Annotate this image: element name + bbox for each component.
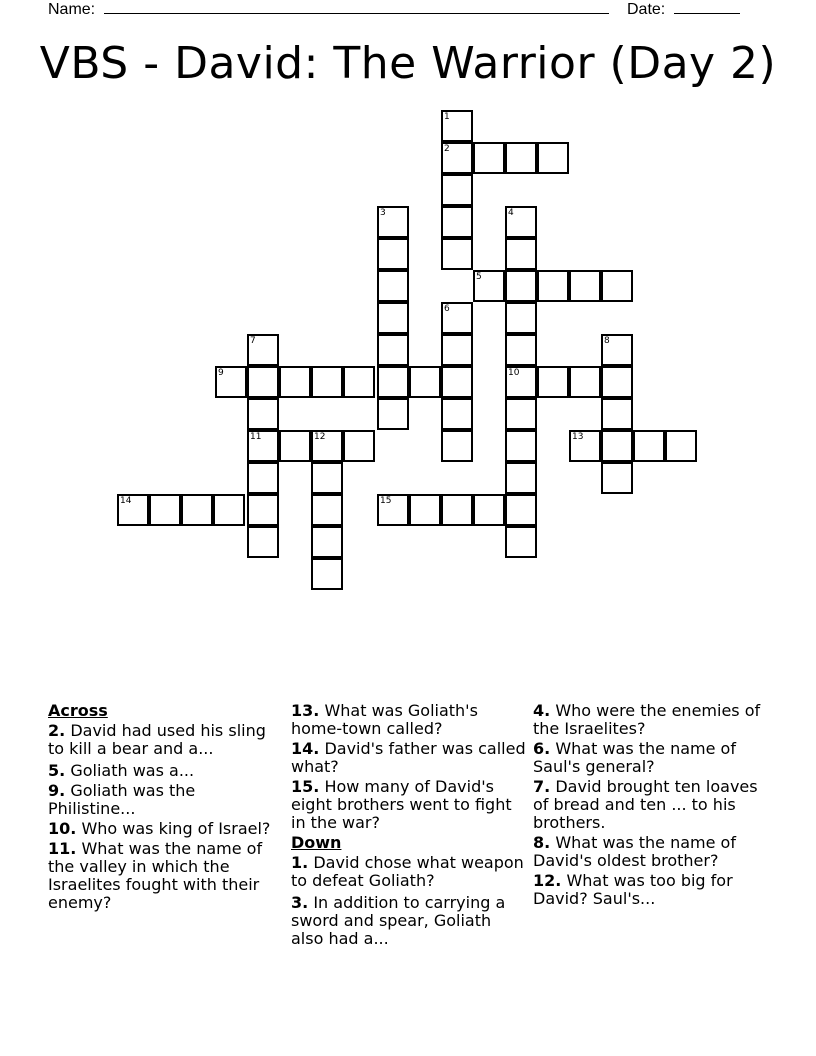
cell-number: 8 — [604, 336, 610, 346]
grid-cell[interactable] — [311, 430, 343, 462]
grid-cell[interactable] — [441, 334, 473, 366]
cell-number: 14 — [120, 496, 132, 506]
grid-cell[interactable] — [441, 398, 473, 430]
grid-cell[interactable] — [505, 430, 537, 462]
grid-cell[interactable] — [377, 270, 409, 302]
cell-number: 12 — [314, 432, 326, 442]
grid-cell[interactable] — [149, 494, 181, 526]
clue-down-3: 3. In addition to carrying a sword and spear, Goliath also had a... — [291, 893, 506, 948]
grid-cell[interactable] — [537, 142, 569, 174]
grid-cell[interactable] — [473, 270, 505, 302]
grid-cell[interactable] — [505, 334, 537, 366]
name-label: Name: — [48, 1, 96, 18]
clue-across-13: 13. What was Goliath's home-town called? — [291, 701, 478, 738]
grid-cell[interactable] — [505, 398, 537, 430]
grid-cell[interactable] — [633, 430, 665, 462]
grid-cell[interactable] — [311, 558, 343, 590]
grid-cell[interactable] — [441, 142, 473, 174]
grid-cell[interactable] — [377, 334, 409, 366]
grid-cell[interactable] — [505, 366, 537, 398]
grid-cell[interactable] — [505, 526, 537, 558]
name-field — [48, 0, 609, 19]
grid-cell[interactable] — [377, 366, 409, 398]
grid-cell[interactable] — [441, 238, 473, 270]
grid-cell[interactable] — [279, 430, 311, 462]
grid-cell[interactable] — [343, 430, 375, 462]
grid-cell[interactable] — [377, 206, 409, 238]
cell-number: 11 — [250, 432, 262, 442]
grid-cell[interactable] — [441, 174, 473, 206]
cell-number: 6 — [444, 304, 450, 314]
clue-across-5: 5. Goliath was a... — [48, 761, 195, 780]
cell-number: 7 — [250, 336, 256, 346]
grid-cell[interactable] — [505, 270, 537, 302]
grid-cell[interactable] — [181, 494, 213, 526]
grid-cell[interactable] — [569, 366, 601, 398]
clue-down-6: 6. What was the name of Saul's general? — [533, 739, 736, 776]
cell-number: 15 — [380, 496, 392, 506]
grid-cell[interactable] — [505, 494, 537, 526]
grid-cell[interactable] — [279, 366, 311, 398]
cell-number: 13 — [572, 432, 584, 442]
clue-down-1: 1. David chose what weapon to defeat Goliath? — [291, 853, 524, 890]
grid-cell[interactable] — [601, 462, 633, 494]
grid-cell[interactable] — [247, 366, 279, 398]
clue-across-15: 15. How many of David's eight brothers went to fight in the war? — [291, 777, 512, 832]
clues-column-2 — [291, 702, 528, 950]
grid-cell[interactable] — [311, 526, 343, 558]
grid-cell[interactable] — [441, 206, 473, 238]
grid-cell[interactable] — [441, 430, 473, 462]
grid-cell[interactable] — [377, 494, 409, 526]
cell-number: 5 — [476, 272, 482, 282]
grid-cell[interactable] — [569, 430, 601, 462]
grid-cell[interactable] — [247, 398, 279, 430]
grid-cell[interactable] — [601, 270, 633, 302]
grid-cell[interactable] — [441, 302, 473, 334]
grid-cell[interactable] — [601, 430, 633, 462]
down-heading: Down — [291, 833, 342, 852]
cell-number: 4 — [508, 208, 514, 218]
grid-cell[interactable] — [473, 494, 505, 526]
grid-cell[interactable] — [505, 238, 537, 270]
grid-cell[interactable] — [377, 398, 409, 430]
grid-cell[interactable] — [601, 334, 633, 366]
grid-cell[interactable] — [117, 494, 149, 526]
grid-cell[interactable] — [569, 270, 601, 302]
grid-cell[interactable] — [601, 366, 633, 398]
clue-down-8: 8. What was the name of David's oldest brother? — [533, 833, 736, 870]
cell-number: 3 — [380, 208, 386, 218]
grid-cell[interactable] — [505, 302, 537, 334]
cell-number: 9 — [218, 368, 224, 378]
grid-cell[interactable] — [441, 366, 473, 398]
grid-cell[interactable] — [505, 462, 537, 494]
grid-cell[interactable] — [213, 494, 245, 526]
clues-column-1 — [48, 702, 283, 914]
name-blank-line[interactable] — [104, 0, 609, 14]
grid-cell[interactable] — [247, 430, 279, 462]
grid-cell[interactable] — [537, 366, 569, 398]
clue-down-7: 7. David brought ten loaves of bread and ten ... to his brothers. — [533, 777, 758, 832]
cell-number: 2 — [444, 144, 450, 154]
grid-cell[interactable] — [473, 142, 505, 174]
date-blank-line[interactable] — [674, 0, 740, 14]
grid-cell[interactable] — [441, 110, 473, 142]
grid-cell[interactable] — [247, 494, 279, 526]
clue-across-9: 9. Goliath was the Philistine... — [48, 781, 196, 818]
grid-cell[interactable] — [441, 494, 473, 526]
grid-cell[interactable] — [377, 238, 409, 270]
grid-cell[interactable] — [505, 142, 537, 174]
grid-cell[interactable] — [215, 366, 247, 398]
grid-cell[interactable] — [247, 334, 279, 366]
clue-across-10: 10. Who was king of Israel? — [48, 819, 271, 838]
clue-down-12: 12. What was too big for David? Saul's... — [533, 871, 733, 908]
clue-across-14: 14. David's father was called what? — [291, 739, 526, 776]
grid-cell[interactable] — [247, 462, 279, 494]
date-label: Date: — [627, 1, 666, 18]
cell-number: 1 — [444, 112, 450, 122]
grid-cell[interactable] — [409, 366, 441, 398]
clue-down-4: 4. Who were the enemies of the Israelites? — [533, 701, 761, 738]
grid-cell[interactable] — [311, 366, 343, 398]
page-title: VBS - David: The Warrior (Day 2) — [39, 38, 777, 89]
grid-cell[interactable] — [505, 206, 537, 238]
clues-column-3 — [533, 702, 768, 910]
clue-across-11: 11. What was the name of the valley in which the Israelites fought with their enemy? — [48, 839, 263, 912]
clue-across-2: 2. David had used his sling to kill a bear and a... — [48, 721, 266, 758]
grid-cell[interactable] — [409, 494, 441, 526]
grid-cell[interactable] — [247, 526, 279, 558]
grid-cell[interactable] — [343, 366, 375, 398]
grid-cell[interactable] — [537, 270, 569, 302]
grid-cell[interactable] — [601, 398, 633, 430]
cell-number: 10 — [508, 368, 520, 378]
grid-cell[interactable] — [311, 494, 343, 526]
grid-cell[interactable] — [377, 302, 409, 334]
across-heading: Across — [48, 701, 108, 720]
date-field — [627, 0, 740, 19]
grid-cell[interactable] — [311, 462, 343, 494]
grid-cell[interactable] — [665, 430, 697, 462]
